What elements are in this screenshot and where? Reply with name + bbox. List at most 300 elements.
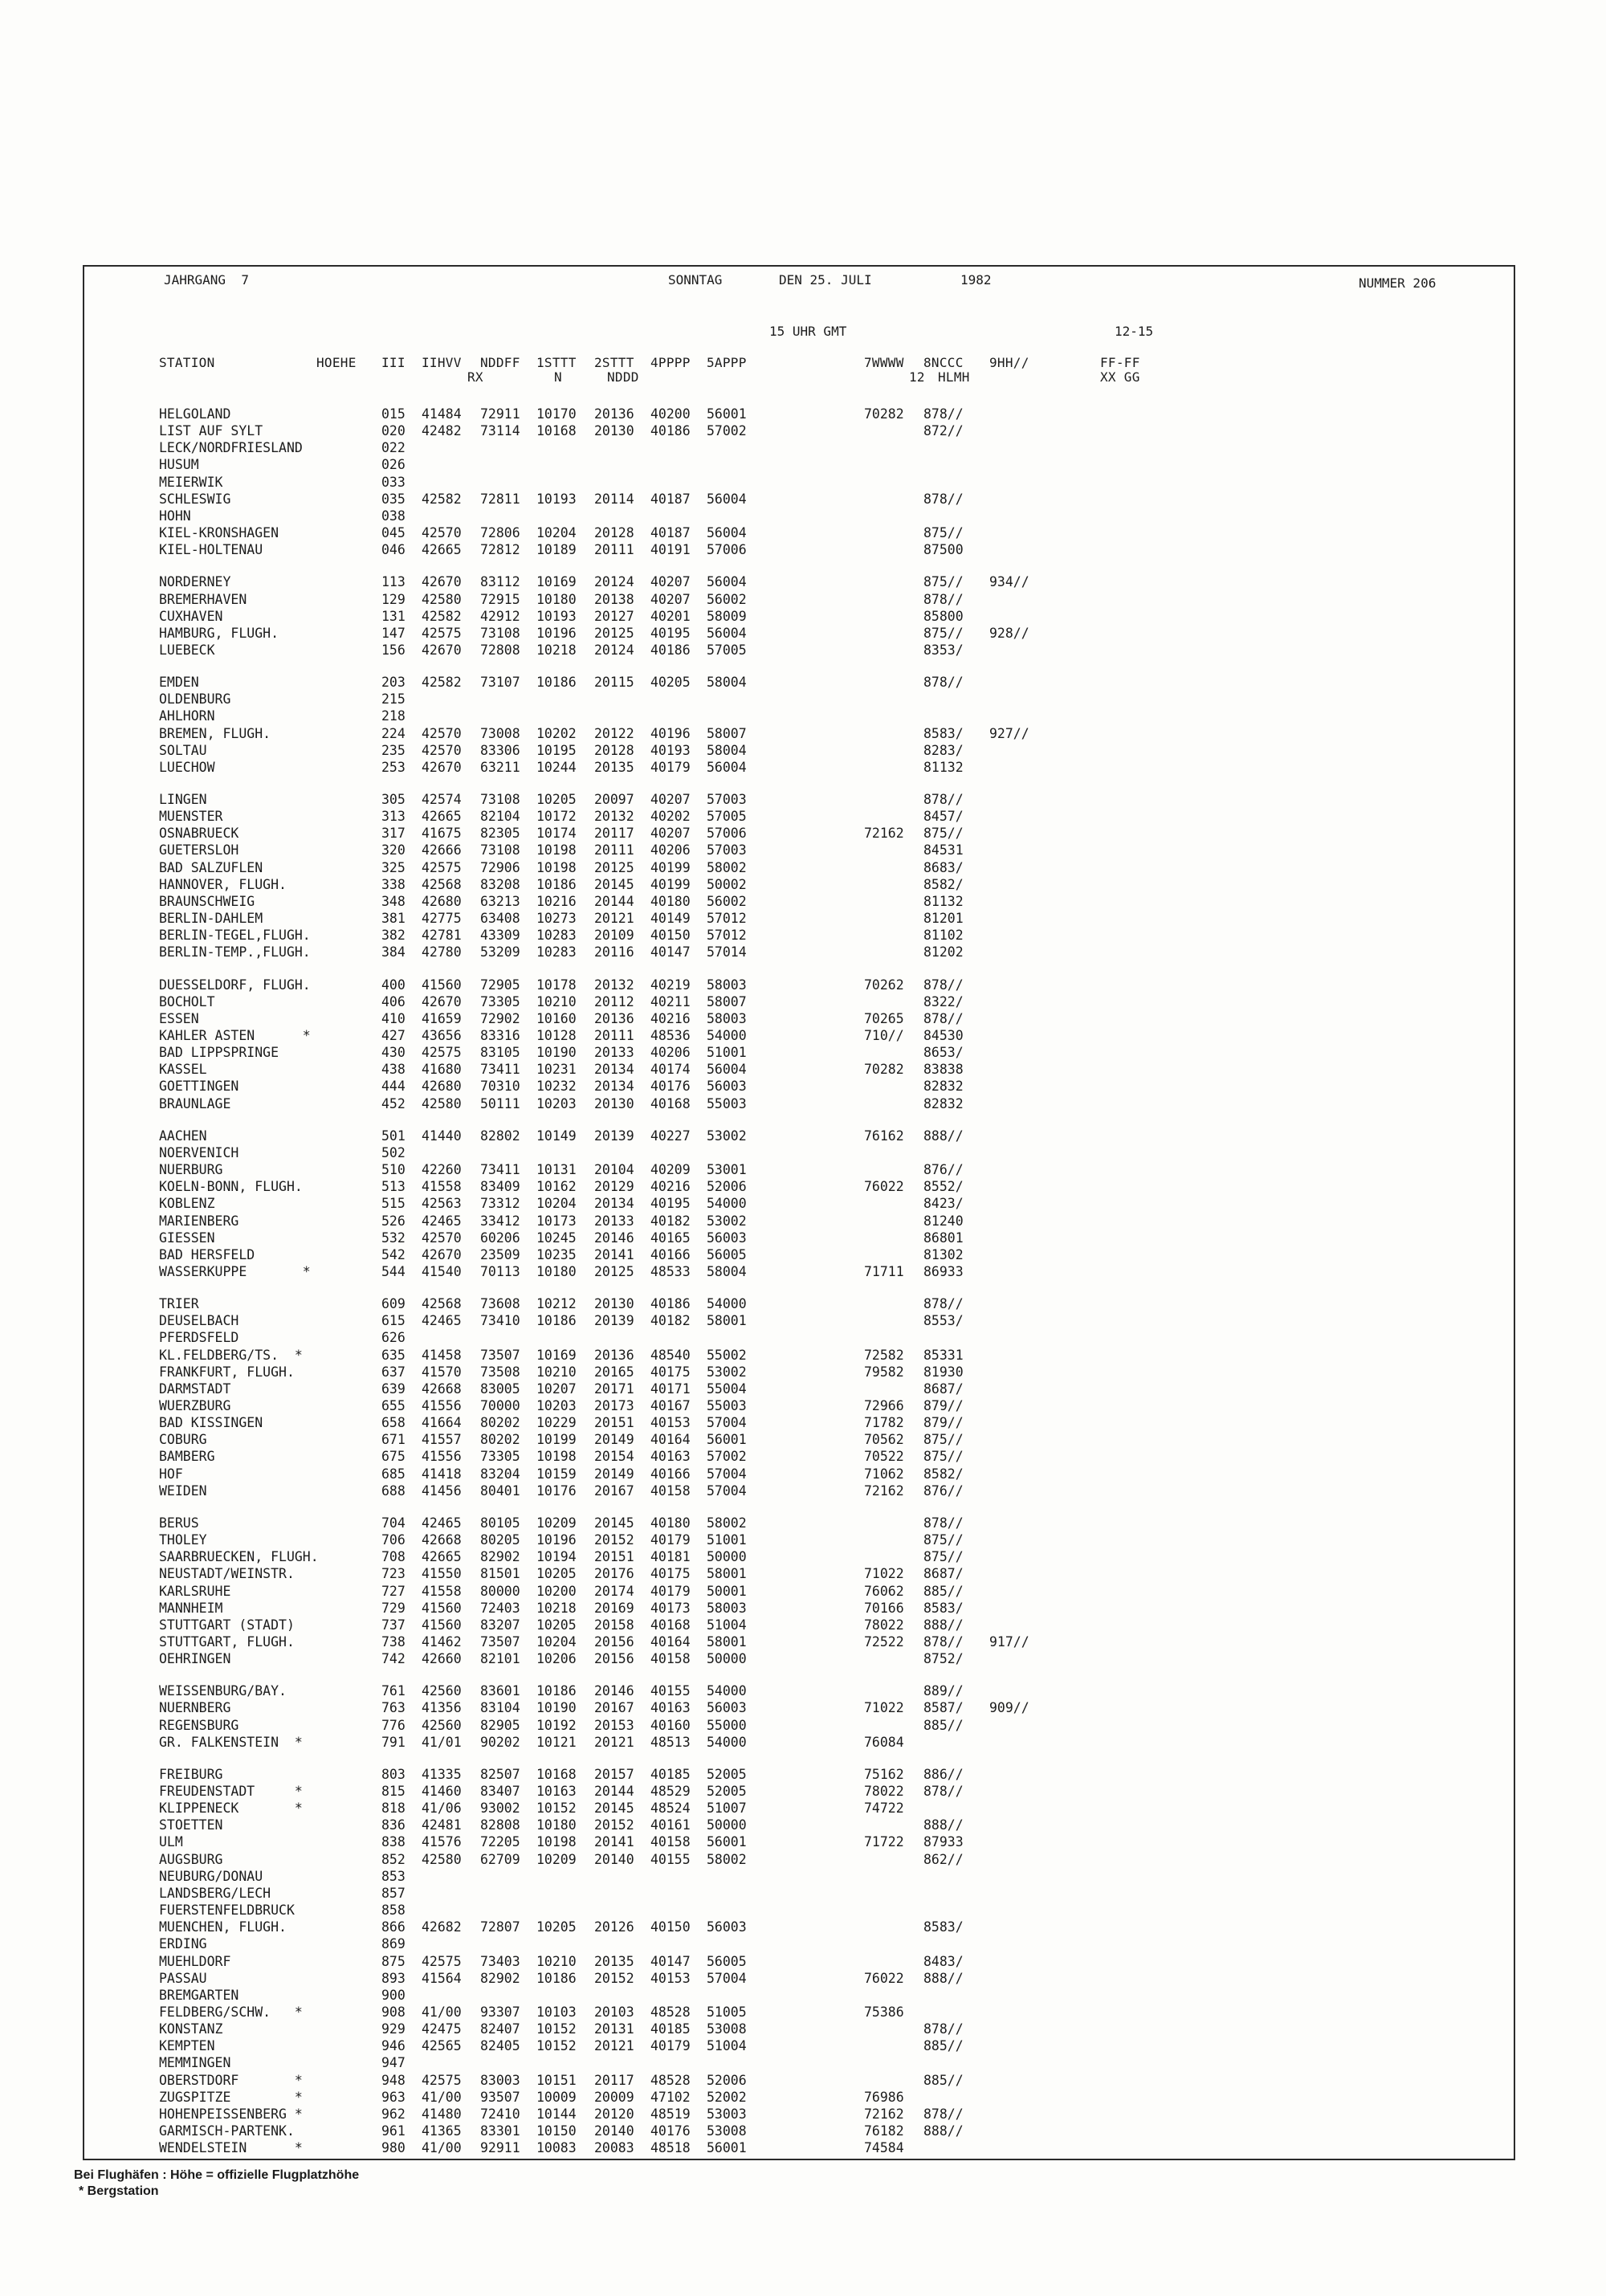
cell-4pppp: 40165 (650, 1230, 691, 1246)
cell-station: OLDENBURG (159, 691, 231, 708)
cell-5appp: 53003 (707, 2106, 747, 2122)
cell-nddff: 82902 (480, 1549, 520, 1565)
cell-nddff: 70113 (480, 1263, 520, 1279)
cell-4pppp: 40176 (650, 1079, 691, 1095)
cell-7wwww: 76182 (864, 2123, 904, 2139)
cell-station-id: 852 (381, 1851, 406, 1867)
cell-2sttt: 20132 (594, 977, 634, 993)
cell-station: HUSUM (159, 457, 199, 473)
cell-nddff: 82405 (480, 2038, 520, 2054)
cell-5appp: 55000 (707, 1717, 747, 1733)
cell-station-id: 723 (381, 1566, 406, 1582)
cell-4pppp: 40150 (650, 1919, 691, 1935)
cell-nddff: 73108 (480, 842, 520, 858)
cell-1sttt: 10152 (536, 1801, 577, 1817)
cell-station: NUERBURG (159, 1162, 223, 1177)
cell-4pppp: 40150 (650, 928, 691, 944)
cell-station-id: 325 (381, 859, 406, 875)
cell-2sttt: 20124 (594, 574, 634, 590)
cell-iihvv: 42582 (422, 608, 462, 624)
cell-iihvv: 41365 (422, 2123, 462, 2139)
cell-station-id: 015 (381, 406, 406, 422)
cell-5appp: 56003 (707, 1700, 747, 1716)
cell-station: KIEL-KRONSHAGEN (159, 525, 279, 540)
cell-2sttt: 20153 (594, 1717, 634, 1733)
cell-station: MUEHLDORF (159, 1953, 231, 1969)
cell-station: LUECHOW (159, 759, 215, 775)
cell-iihvv: 42575 (422, 1045, 462, 1061)
cell-5appp: 53002 (707, 1364, 747, 1380)
cell-8nccc: 81132 (923, 759, 964, 775)
cell-station: BAD SALZUFLEN (159, 859, 263, 875)
column-header-2sttt-sub: NDDD (607, 369, 639, 385)
cell-station-id: 544 (381, 1263, 406, 1279)
cell-nddff: 73108 (480, 792, 520, 807)
cell-5appp: 57004 (707, 1970, 747, 1986)
cell-iihvv: 42465 (422, 1515, 462, 1531)
cell-nddff: 80105 (480, 1515, 520, 1531)
cell-station: MUENCHEN, FLUGH. (159, 1919, 287, 1935)
cell-4pppp: 40195 (650, 625, 691, 641)
cell-8nccc: 8583/ (923, 725, 964, 741)
cell-station: SOLTAU (159, 742, 207, 758)
cell-station-id: 224 (381, 725, 406, 741)
cell-4pppp: 40211 (650, 993, 691, 1009)
cell-station-id: 513 (381, 1179, 406, 1195)
cell-iihvv: 41458 (422, 1347, 462, 1363)
cell-8nccc: 81930 (923, 1364, 964, 1380)
cell-station-id: 384 (381, 944, 406, 960)
cell-2sttt: 20103 (594, 2004, 634, 2020)
cell-station-id: 738 (381, 1633, 406, 1650)
cell-5appp: 58003 (707, 977, 747, 993)
cell-8nccc: 8752/ (923, 1651, 964, 1667)
cell-iihvv: 41440 (422, 1128, 462, 1144)
cell-4pppp: 48513 (650, 1734, 691, 1750)
cell-station: AUGSBURG (159, 1851, 223, 1867)
cell-2sttt: 20083 (594, 2140, 634, 2156)
cell-station: PASSAU (159, 1970, 207, 1986)
cell-station: FRANKFURT, FLUGH. (159, 1364, 295, 1380)
cell-station: ZUGSPITZE * (159, 2089, 303, 2105)
cell-station-id: 858 (381, 1902, 406, 1918)
cell-station-id: 218 (381, 708, 406, 724)
cell-station: WUERZBURG (159, 1398, 231, 1413)
cell-station-id: 532 (381, 1230, 406, 1246)
cell-station: NOERVENICH (159, 1144, 239, 1160)
cell-station-id: 791 (381, 1734, 406, 1750)
cell-1sttt: 10152 (536, 2038, 577, 2054)
cell-1sttt: 10198 (536, 1449, 577, 1465)
cell-1sttt: 10198 (536, 1834, 577, 1850)
cell-5appp: 57012 (707, 911, 747, 926)
cell-5appp: 57006 (707, 542, 747, 558)
observation-time: 15 UHR GMT (769, 324, 847, 339)
cell-4pppp: 48518 (650, 2140, 691, 2156)
cell-2sttt: 20171 (594, 1380, 634, 1397)
cell-station-id: 875 (381, 1953, 406, 1969)
cell-2sttt: 20111 (594, 842, 634, 858)
cell-8nccc: 885// (923, 1583, 964, 1599)
cell-2sttt: 20121 (594, 911, 634, 926)
cell-station: LECK/NORDFRIESLAND (159, 440, 303, 456)
cell-4pppp: 40206 (650, 842, 691, 858)
cell-8nccc: 8683/ (923, 859, 964, 875)
cell-station-id: 742 (381, 1651, 406, 1667)
cell-1sttt: 10218 (536, 1600, 577, 1616)
cell-1sttt: 10150 (536, 2123, 577, 2139)
date: DEN 25. JULI (779, 272, 872, 288)
cell-nddff: 93002 (480, 1801, 520, 1817)
cell-station-id: 929 (381, 2021, 406, 2037)
cell-2sttt: 20152 (594, 1970, 634, 1986)
cell-4pppp: 40202 (650, 809, 691, 825)
cell-2sttt: 20133 (594, 1045, 634, 1061)
cell-5appp: 51004 (707, 1617, 747, 1633)
cell-station-id: 706 (381, 1532, 406, 1548)
cell-station-id: 131 (381, 608, 406, 624)
cell-iihvv: 42670 (422, 759, 462, 775)
cell-nddff: 73114 (480, 423, 520, 439)
cell-8nccc: 862// (923, 1851, 964, 1867)
cell-iihvv: 41557 (422, 1432, 462, 1448)
cell-station-id: 727 (381, 1583, 406, 1599)
cell-8nccc: 885// (923, 1717, 964, 1733)
column-header-ff-ff-sub: XX GG (1100, 369, 1140, 385)
cell-station: THOLEY (159, 1532, 207, 1548)
cell-2sttt: 20117 (594, 2072, 634, 2088)
column-header-9hh: 9HH// (989, 355, 1029, 370)
cell-iihvv: 42575 (422, 859, 462, 875)
cell-nddff: 81501 (480, 1566, 520, 1582)
cell-2sttt: 20130 (594, 1296, 634, 1312)
cell-station: DARMSTADT (159, 1380, 231, 1397)
cell-iihvv: 41564 (422, 1970, 462, 1986)
cell-iihvv: 41675 (422, 826, 462, 842)
cell-iihvv: 42670 (422, 642, 462, 658)
cell-station-id: 776 (381, 1717, 406, 1733)
cell-station: DEUSELBACH (159, 1313, 239, 1329)
cell-1sttt: 10196 (536, 625, 577, 641)
cell-1sttt: 10198 (536, 859, 577, 875)
cell-8nccc: 886// (923, 1766, 964, 1782)
cell-iihvv: 42575 (422, 2072, 462, 2088)
cell-5appp: 57004 (707, 1482, 747, 1499)
cell-station: STUTTGART (STADT) (159, 1617, 295, 1633)
cell-7wwww: 70282 (864, 1062, 904, 1078)
cell-8nccc: 878// (923, 1633, 964, 1650)
cell-station-id: 542 (381, 1246, 406, 1262)
cell-8nccc: 879// (923, 1415, 964, 1431)
cell-4pppp: 40205 (650, 675, 691, 691)
cell-4pppp: 40175 (650, 1566, 691, 1582)
cell-2sttt: 20125 (594, 859, 634, 875)
cell-nddff: 82905 (480, 1717, 520, 1733)
cell-nddff: 63211 (480, 759, 520, 775)
cell-5appp: 56004 (707, 525, 747, 540)
cell-2sttt: 20141 (594, 1246, 634, 1262)
cell-nddff: 63408 (480, 911, 520, 926)
column-header-5appp: 5APPP (707, 355, 747, 370)
cell-8nccc: 82832 (923, 1095, 964, 1111)
cell-1sttt: 10189 (536, 542, 577, 558)
cell-station: KASSEL (159, 1062, 207, 1078)
cell-station: WEIDEN (159, 1482, 207, 1499)
cell-nddff: 83208 (480, 876, 520, 892)
cell-iihvv: 41570 (422, 1364, 462, 1380)
cell-7wwww: 70522 (864, 1449, 904, 1465)
cell-1sttt: 10169 (536, 1347, 577, 1363)
cell-1sttt: 10186 (536, 1683, 577, 1699)
cell-1sttt: 10194 (536, 1549, 577, 1565)
cell-nddff: 43309 (480, 928, 520, 944)
cell-station: EMDEN (159, 675, 199, 691)
cell-1sttt: 10159 (536, 1466, 577, 1482)
cell-iihvv: 42481 (422, 1817, 462, 1833)
year: 1982 (960, 272, 992, 288)
cell-nddff: 83104 (480, 1700, 520, 1716)
cell-1sttt: 10152 (536, 2021, 577, 2037)
cell-5appp: 58004 (707, 1263, 747, 1279)
cell-4pppp: 40158 (650, 1651, 691, 1667)
cell-5appp: 56005 (707, 1953, 747, 1969)
cell-5appp: 58002 (707, 1851, 747, 1867)
cell-8nccc: 81102 (923, 928, 964, 944)
cell-1sttt: 10244 (536, 759, 577, 775)
cell-station-id: 961 (381, 2123, 406, 2139)
cell-8nccc: 86933 (923, 1263, 964, 1279)
cell-4pppp: 40207 (650, 792, 691, 807)
cell-4pppp: 40206 (650, 1045, 691, 1061)
cell-5appp: 51001 (707, 1045, 747, 1061)
cell-5appp: 50000 (707, 1817, 747, 1833)
cell-1sttt: 10190 (536, 1700, 577, 1716)
cell-1sttt: 10206 (536, 1651, 577, 1667)
cell-station-id: 147 (381, 625, 406, 641)
cell-2sttt: 20131 (594, 2021, 634, 2037)
cell-4pppp: 40180 (650, 1515, 691, 1531)
cell-station: PFERDSFELD (159, 1330, 239, 1346)
cell-nddff: 73410 (480, 1313, 520, 1329)
cell-2sttt: 20111 (594, 1028, 634, 1043)
cell-iihvv: 42575 (422, 625, 462, 641)
cell-nddff: 70000 (480, 1398, 520, 1413)
cell-2sttt: 20129 (594, 1179, 634, 1195)
cell-4pppp: 40164 (650, 1633, 691, 1650)
cell-2sttt: 20111 (594, 542, 634, 558)
cell-station-id: 729 (381, 1600, 406, 1616)
cell-nddff: 82305 (480, 826, 520, 842)
cell-8nccc: 84531 (923, 842, 964, 858)
cell-station-id: 253 (381, 759, 406, 775)
cell-iihvv: 41680 (422, 1062, 462, 1078)
cell-station-id: 893 (381, 1970, 406, 1986)
cell-station-id: 946 (381, 2038, 406, 2054)
cell-nddff: 60206 (480, 1230, 520, 1246)
cell-1sttt: 10178 (536, 977, 577, 993)
cell-7wwww: 74722 (864, 1801, 904, 1817)
cell-station: MARIENBERG (159, 1213, 239, 1229)
cell-station-id: 803 (381, 1766, 406, 1782)
cell-2sttt: 20139 (594, 1313, 634, 1329)
cell-station-id: 962 (381, 2106, 406, 2122)
cell-5appp: 56004 (707, 759, 747, 775)
cell-8nccc: 878// (923, 1296, 964, 1312)
cell-station: REGENSBURG (159, 1717, 239, 1733)
cell-4pppp: 40191 (650, 542, 691, 558)
cell-4pppp: 40182 (650, 1313, 691, 1329)
cell-iihvv: 42668 (422, 1380, 462, 1397)
cell-4pppp: 40161 (650, 1817, 691, 1833)
cell-station-id: 639 (381, 1380, 406, 1397)
cell-1sttt: 10204 (536, 525, 577, 540)
cell-8nccc: 84530 (923, 1028, 964, 1043)
cell-station: SAARBRUECKEN, FLUGH. (159, 1549, 319, 1565)
cell-iihvv: 42780 (422, 944, 462, 960)
cell-7wwww: 72522 (864, 1633, 904, 1650)
cell-8nccc: 885// (923, 2072, 964, 2088)
cell-station-id: 438 (381, 1062, 406, 1078)
cell-iihvv: 41576 (422, 1834, 462, 1850)
cell-5appp: 50002 (707, 876, 747, 892)
cell-4pppp: 40179 (650, 1532, 691, 1548)
cell-station-id: 635 (381, 1347, 406, 1363)
cell-2sttt: 20140 (594, 1851, 634, 1867)
cell-nddff: 92911 (480, 2140, 520, 2156)
cell-9hh: 927// (989, 725, 1029, 741)
cell-7wwww: 76022 (864, 1970, 904, 1986)
cell-station-id: 948 (381, 2072, 406, 2088)
cell-1sttt: 10149 (536, 1128, 577, 1144)
cell-nddff: 72205 (480, 1834, 520, 1850)
cell-station: TRIER (159, 1296, 199, 1312)
cell-8nccc: 81201 (923, 911, 964, 926)
cell-station: FELDBERG/SCHW. * (159, 2004, 303, 2020)
cell-iihvv: 42580 (422, 1851, 462, 1867)
cell-nddff: 83306 (480, 742, 520, 758)
cell-7wwww: 79582 (864, 1364, 904, 1380)
cell-station: BERLIN-TEGEL,FLUGH. (159, 928, 311, 944)
cell-iihvv: 42670 (422, 1246, 462, 1262)
cell-4pppp: 40207 (650, 574, 691, 590)
cell-8nccc: 885// (923, 2038, 964, 2054)
cell-2sttt: 20149 (594, 1466, 634, 1482)
cell-5appp: 58009 (707, 608, 747, 624)
cell-station: KL.FELDBERG/TS. * (159, 1347, 303, 1363)
cell-7wwww: 72162 (864, 826, 904, 842)
cell-8nccc: 875// (923, 625, 964, 641)
cell-1sttt: 10283 (536, 944, 577, 960)
cell-4pppp: 40168 (650, 1617, 691, 1633)
cell-5appp: 52005 (707, 1766, 747, 1782)
cell-nddff: 83112 (480, 574, 520, 590)
cell-2sttt: 20112 (594, 993, 634, 1009)
cell-2sttt: 20135 (594, 1953, 634, 1969)
cell-iihvv: 42574 (422, 792, 462, 807)
cell-4pppp: 40166 (650, 1246, 691, 1262)
cell-station-id: 510 (381, 1162, 406, 1177)
cell-7wwww: 71062 (864, 1466, 904, 1482)
cell-5appp: 57006 (707, 826, 747, 842)
cell-iihvv: 42570 (422, 725, 462, 741)
cell-station: NUERNBERG (159, 1700, 231, 1716)
cell-iihvv: 42560 (422, 1717, 462, 1733)
cell-iihvv: 42565 (422, 2038, 462, 2054)
cell-station-id: 410 (381, 1010, 406, 1026)
cell-nddff: 70310 (480, 1079, 520, 1095)
cell-8nccc: 876// (923, 1482, 964, 1499)
cell-2sttt: 20130 (594, 423, 634, 439)
cell-2sttt: 20133 (594, 1213, 634, 1229)
cell-station-id: 838 (381, 1834, 406, 1850)
cell-5appp: 57003 (707, 842, 747, 858)
column-header-8nccc-sub: HLMH (938, 369, 970, 385)
cell-nddff: 72911 (480, 406, 520, 422)
cell-iihvv: 41560 (422, 1617, 462, 1633)
cell-8nccc: 8423/ (923, 1196, 964, 1212)
cell-4pppp: 48528 (650, 2072, 691, 2088)
cell-4pppp: 40207 (650, 591, 691, 607)
cell-2sttt: 20169 (594, 1600, 634, 1616)
cell-4pppp: 40166 (650, 1466, 691, 1482)
cell-4pppp: 40216 (650, 1010, 691, 1026)
cell-4pppp: 40175 (650, 1364, 691, 1380)
cell-5appp: 58001 (707, 1633, 747, 1650)
cell-station: BAD HERSFELD (159, 1246, 255, 1262)
cell-iihvv: 42475 (422, 2021, 462, 2037)
cell-station: BREMGARTEN (159, 1987, 239, 2003)
cell-5appp: 53001 (707, 1162, 747, 1177)
cell-5appp: 57005 (707, 809, 747, 825)
cell-1sttt: 10103 (536, 2004, 577, 2020)
cell-5appp: 58004 (707, 675, 747, 691)
cell-iihvv: 42665 (422, 1549, 462, 1565)
cell-8nccc: 878// (923, 1010, 964, 1026)
cell-station: BERUS (159, 1515, 199, 1531)
cell-nddff: 83601 (480, 1683, 520, 1699)
cell-4pppp: 40199 (650, 859, 691, 875)
cell-8nccc: 878// (923, 1515, 964, 1531)
cell-4pppp: 40186 (650, 1296, 691, 1312)
cell-8nccc: 878// (923, 675, 964, 691)
cell-2sttt: 20134 (594, 1196, 634, 1212)
cell-7wwww: 78022 (864, 1784, 904, 1799)
cell-8nccc: 8587/ (923, 1700, 964, 1716)
cell-station: KOELN-BONN, FLUGH. (159, 1179, 303, 1195)
cell-nddff: 42912 (480, 608, 520, 624)
cell-5appp: 55004 (707, 1380, 747, 1397)
cell-iihvv: 41456 (422, 1482, 462, 1499)
cell-station: OEHRINGEN (159, 1651, 231, 1667)
cell-station-id: 857 (381, 1885, 406, 1901)
cell-2sttt: 20156 (594, 1651, 634, 1667)
cell-8nccc: 875// (923, 525, 964, 540)
cell-iihvv: 41659 (422, 1010, 462, 1026)
column-header-ff-ff: FF-FF (1100, 355, 1140, 370)
cell-5appp: 57012 (707, 928, 747, 944)
cell-4pppp: 40163 (650, 1449, 691, 1465)
cell-4pppp: 40180 (650, 893, 691, 909)
cell-station: GOETTINGEN (159, 1079, 239, 1095)
cell-7wwww: 76986 (864, 2089, 904, 2105)
cell-5appp: 56003 (707, 1230, 747, 1246)
cell-nddff: 83204 (480, 1466, 520, 1482)
cell-4pppp: 40185 (650, 1766, 691, 1782)
cell-2sttt: 20173 (594, 1398, 634, 1413)
cell-2sttt: 20144 (594, 893, 634, 909)
weekday: SONNTAG (668, 272, 723, 288)
cell-nddff: 63213 (480, 893, 520, 909)
